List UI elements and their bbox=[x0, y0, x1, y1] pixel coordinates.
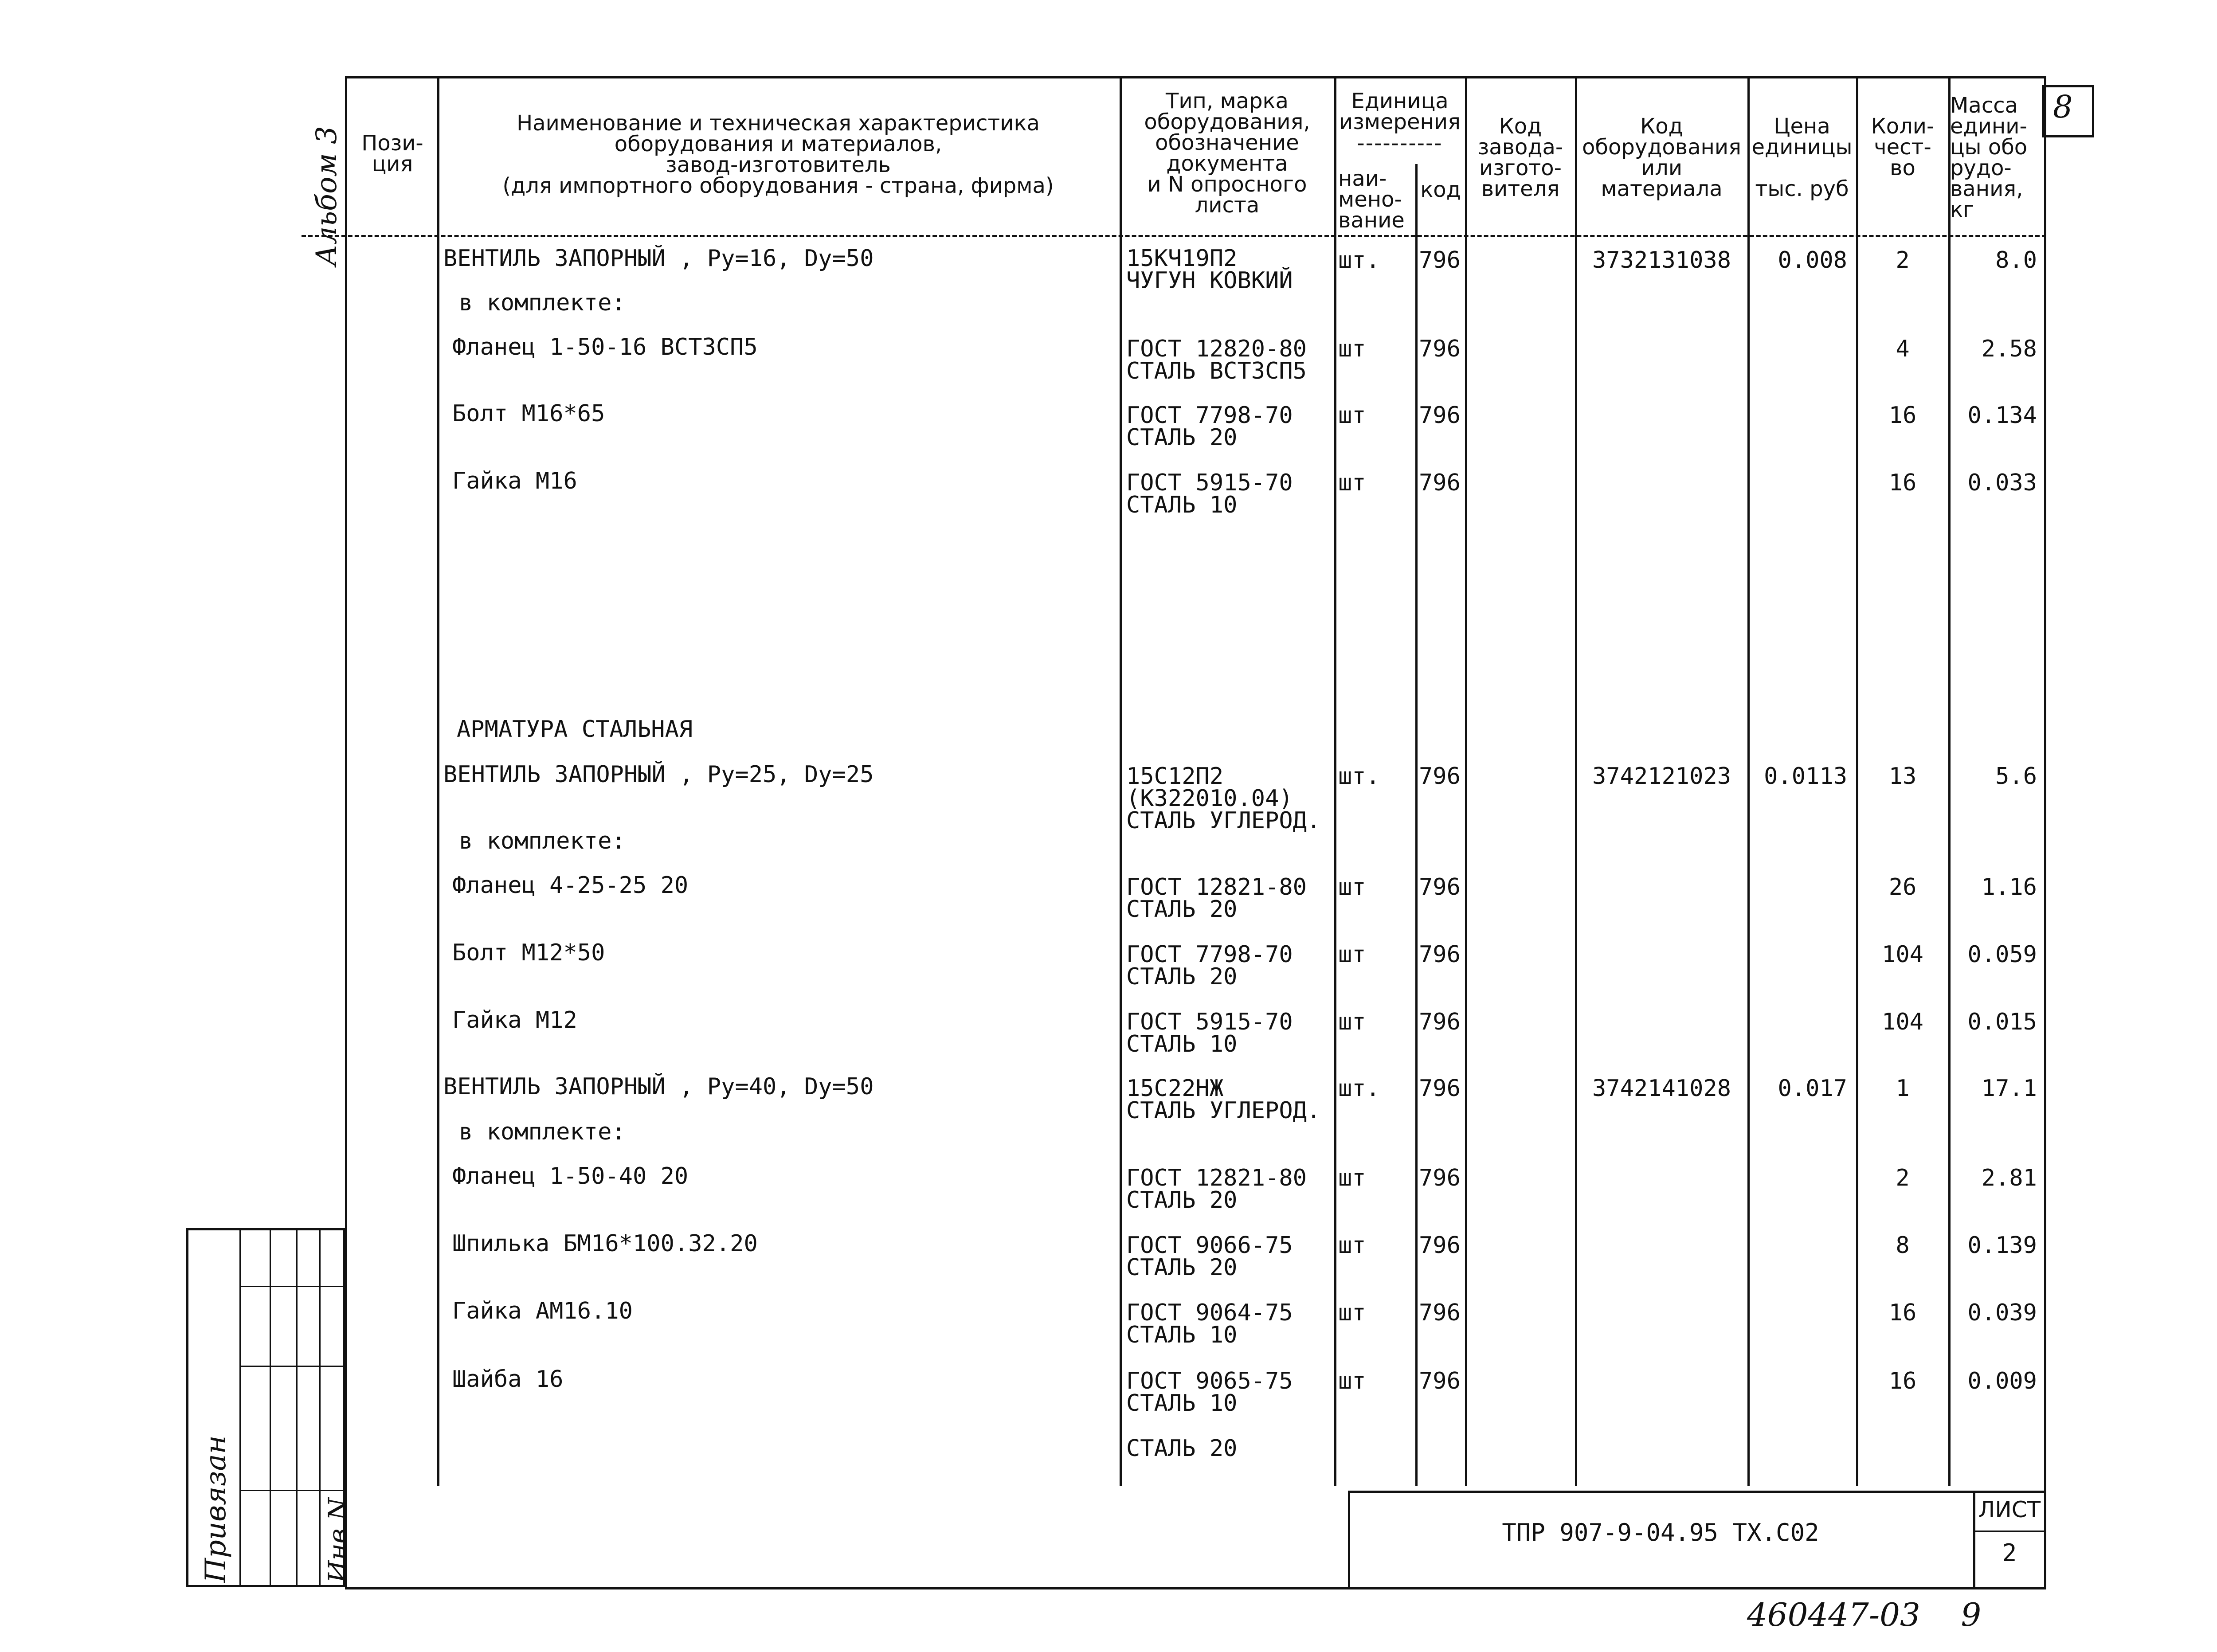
row-code: 796 bbox=[1419, 1165, 1461, 1191]
row-type: ГОСТ 7798-70 СТАЛЬ 20 bbox=[1126, 402, 1293, 451]
sheet-label: ЛИСТ bbox=[1978, 1497, 2041, 1523]
row-type: ГОСТ 12821-80 СТАЛЬ 20 bbox=[1126, 1165, 1307, 1214]
header-quantity: Коли- чест- во bbox=[1871, 114, 1935, 180]
row-equipment-code: 3742141028 bbox=[1592, 1075, 1731, 1102]
row-type: ГОСТ 9065-75 СТАЛЬ 10 bbox=[1126, 1368, 1293, 1417]
frame-right-border bbox=[2044, 76, 2046, 1589]
row-name: Фланец 1-50-16 ВСТ3СП5 bbox=[452, 334, 758, 360]
header-position: Пози- ция bbox=[361, 131, 423, 176]
row-mass: 2.58 bbox=[1981, 336, 2037, 362]
row-name: в комплекте: bbox=[459, 828, 626, 854]
row-code: 796 bbox=[1419, 1009, 1461, 1035]
row-name: Шайба 16 bbox=[452, 1366, 564, 1393]
header-equipment-code: Код оборудования или материала bbox=[1582, 114, 1741, 201]
row-quantity: 4 bbox=[1896, 336, 1910, 362]
row-quantity: 13 bbox=[1888, 763, 1917, 790]
row-quantity: 104 bbox=[1882, 941, 1923, 968]
row-code: 796 bbox=[1419, 1368, 1461, 1394]
row-code: 796 bbox=[1419, 336, 1461, 362]
row-code: 796 bbox=[1419, 941, 1461, 968]
side-stamp-row-2 bbox=[239, 1366, 345, 1367]
header-price: Цена единицы тыс. руб bbox=[1751, 114, 1853, 201]
row-mass: 0.015 bbox=[1967, 1009, 2037, 1035]
row-type: ГОСТ 7798-70 СТАЛЬ 20 bbox=[1126, 941, 1293, 990]
row-unit: шт bbox=[1338, 1165, 1366, 1191]
row-mass: 0.134 bbox=[1967, 402, 2037, 429]
row-name: в комплекте: bbox=[459, 1119, 626, 1145]
row-price: 0.017 bbox=[1778, 1075, 1847, 1102]
row-unit: шт bbox=[1338, 874, 1366, 900]
row-unit: шт bbox=[1338, 1300, 1366, 1326]
row-mass: 8.0 bbox=[1995, 247, 2037, 274]
col-line-position bbox=[437, 76, 439, 1486]
row-price: 0.0113 bbox=[1764, 763, 1847, 790]
row-quantity: 1 bbox=[1896, 1075, 1910, 1102]
row-type: 15С12П2 (К322010.04) СТАЛЬ УГЛЕРОД. bbox=[1126, 763, 1321, 834]
row-unit: шт bbox=[1338, 470, 1366, 496]
row-type: 15С22НЖ СТАЛЬ УГЛЕРОД. bbox=[1126, 1075, 1321, 1124]
row-code: 796 bbox=[1419, 1232, 1461, 1259]
side-stamp-row-3 bbox=[239, 1490, 345, 1491]
header-unit-code: код bbox=[1420, 177, 1461, 202]
row-quantity: 104 bbox=[1882, 1009, 1923, 1035]
side-stamp-row-1 bbox=[239, 1286, 345, 1287]
row-mass: 5.6 bbox=[1995, 763, 2037, 790]
frame-top-border bbox=[345, 76, 2046, 78]
row-unit: шт. bbox=[1338, 1075, 1380, 1102]
row-type: СТАЛЬ 20 bbox=[1126, 1435, 1238, 1462]
row-name: Болт М12*50 bbox=[452, 940, 605, 966]
header-mass: Масса едини- цы обо рудо- вания, кг bbox=[1950, 93, 2028, 222]
row-type: ГОСТ 12821-80 СТАЛЬ 20 bbox=[1126, 874, 1307, 923]
row-name: Гайка М16 bbox=[452, 468, 577, 494]
header-separator bbox=[302, 235, 2046, 237]
header-unit: Единица измерения bbox=[1339, 89, 1461, 134]
row-type: ГОСТ 9064-75 СТАЛЬ 10 bbox=[1126, 1300, 1293, 1348]
row-quantity: 16 bbox=[1888, 402, 1917, 429]
row-price: 0.008 bbox=[1778, 247, 1847, 274]
row-name: Шпилька БМ16*100.32.20 bbox=[452, 1230, 758, 1257]
row-code: 796 bbox=[1419, 247, 1461, 274]
row-unit: шт. bbox=[1338, 247, 1380, 274]
row-type: ГОСТ 9066-75 СТАЛЬ 20 bbox=[1126, 1232, 1293, 1281]
col-line-name bbox=[1120, 76, 1122, 1486]
row-name: Фланец 1-50-40 20 bbox=[452, 1163, 689, 1190]
row-name: Болт М16*65 bbox=[452, 400, 605, 427]
row-name: Гайка АМ16.10 bbox=[452, 1298, 633, 1324]
row-unit: шт bbox=[1338, 336, 1366, 362]
row-type: ГОСТ 5915-70 СТАЛЬ 10 bbox=[1126, 470, 1293, 518]
row-quantity: 16 bbox=[1888, 1368, 1917, 1394]
frame-left-border bbox=[345, 76, 347, 1589]
row-unit: шт bbox=[1338, 1368, 1366, 1394]
sheet-value: 2 bbox=[2002, 1539, 2017, 1567]
header-plant-code: Код завода- изгото- вителя bbox=[1477, 114, 1563, 201]
row-code: 796 bbox=[1419, 874, 1461, 900]
row-quantity: 2 bbox=[1896, 1165, 1910, 1191]
col-line-unit-name bbox=[1415, 164, 1418, 1486]
row-mass: 0.059 bbox=[1967, 941, 2037, 968]
row-unit: шт bbox=[1338, 941, 1366, 968]
row-type: ГОСТ 12820-80 СТАЛЬ ВСТ3СП5 bbox=[1126, 336, 1307, 384]
row-code: 796 bbox=[1419, 763, 1461, 790]
sheet-number-top: 8 bbox=[2053, 89, 2073, 125]
row-name: ВЕНТИЛЬ ЗАПОРНЫЙ , Ру=40, Dу=50 bbox=[443, 1073, 874, 1100]
row-mass: 17.1 bbox=[1981, 1075, 2037, 1102]
row-quantity: 16 bbox=[1888, 1300, 1917, 1326]
inventory-handwritten: 460447-03 9 bbox=[1747, 1596, 1982, 1633]
row-unit: шт. bbox=[1338, 763, 1380, 790]
row-quantity: 16 bbox=[1888, 470, 1917, 496]
row-name: Фланец 4-25-25 20 bbox=[452, 872, 689, 899]
row-name: ВЕНТИЛЬ ЗАПОРНЫЙ , Ру=16, Dу=50 bbox=[443, 245, 874, 272]
row-name: в комплекте: bbox=[459, 290, 626, 316]
row-mass: 0.039 bbox=[1967, 1300, 2037, 1326]
header-type: Тип, марка оборудования, обозначение документа и N опросного листа bbox=[1144, 89, 1310, 218]
row-mass: 0.033 bbox=[1967, 470, 2037, 496]
document-code: ТПР 907-9-04.95 ТХ.С02 bbox=[1502, 1519, 1819, 1546]
row-unit: шт bbox=[1338, 402, 1366, 429]
col-line-unit-code bbox=[1465, 76, 1467, 1486]
header-unit-name: наи- мено- вание bbox=[1338, 166, 1405, 233]
row-code: 796 bbox=[1419, 470, 1461, 496]
side-stamp-col-3 bbox=[296, 1228, 298, 1587]
row-code: 796 bbox=[1419, 1075, 1461, 1102]
attached-label: Привязан bbox=[200, 1435, 232, 1583]
header-name: Наименование и техническая характеристика оборудования и материалов, завод-изготовитель (для импортного оборудования - страна, фирма) bbox=[502, 111, 1054, 198]
row-mass: 0.009 bbox=[1967, 1368, 2037, 1394]
row-mass: 0.139 bbox=[1967, 1232, 2037, 1259]
row-quantity: 26 bbox=[1888, 874, 1917, 900]
header-unit-dashes: ---------- bbox=[1357, 131, 1443, 156]
row-type: ГОСТ 5915-70 СТАЛЬ 10 bbox=[1126, 1009, 1293, 1057]
side-stamp-col-2 bbox=[270, 1228, 271, 1587]
row-equipment-code: 3742121023 bbox=[1592, 763, 1731, 790]
row-mass: 2.81 bbox=[1981, 1165, 2037, 1191]
side-stamp-col-4 bbox=[319, 1228, 321, 1587]
album-mark: Альбом 3 bbox=[310, 126, 343, 266]
row-unit: шт bbox=[1338, 1009, 1366, 1035]
section-heading: АРМАТУРА СТАЛЬНАЯ bbox=[457, 716, 693, 743]
row-equipment-code: 3732131038 bbox=[1592, 247, 1731, 274]
row-quantity: 8 bbox=[1896, 1232, 1910, 1259]
row-code: 796 bbox=[1419, 402, 1461, 429]
row-unit: шт bbox=[1338, 1232, 1366, 1259]
row-quantity: 2 bbox=[1896, 247, 1910, 274]
row-mass: 1.16 bbox=[1981, 874, 2037, 900]
side-stamp-col-1 bbox=[239, 1228, 241, 1587]
row-type: 15КЧ19П2 ЧУГУН КОВКИЙ bbox=[1126, 245, 1293, 294]
col-line-type bbox=[1334, 76, 1336, 1486]
row-name: Гайка М12 bbox=[452, 1007, 577, 1033]
inventory-label: Инв.N bbox=[323, 1498, 353, 1583]
row-name: ВЕНТИЛЬ ЗАПОРНЫЙ , Ру=25, Dу=25 bbox=[443, 761, 874, 788]
title-block-sheet-divider bbox=[1973, 1531, 2046, 1532]
row-code: 796 bbox=[1419, 1300, 1461, 1326]
